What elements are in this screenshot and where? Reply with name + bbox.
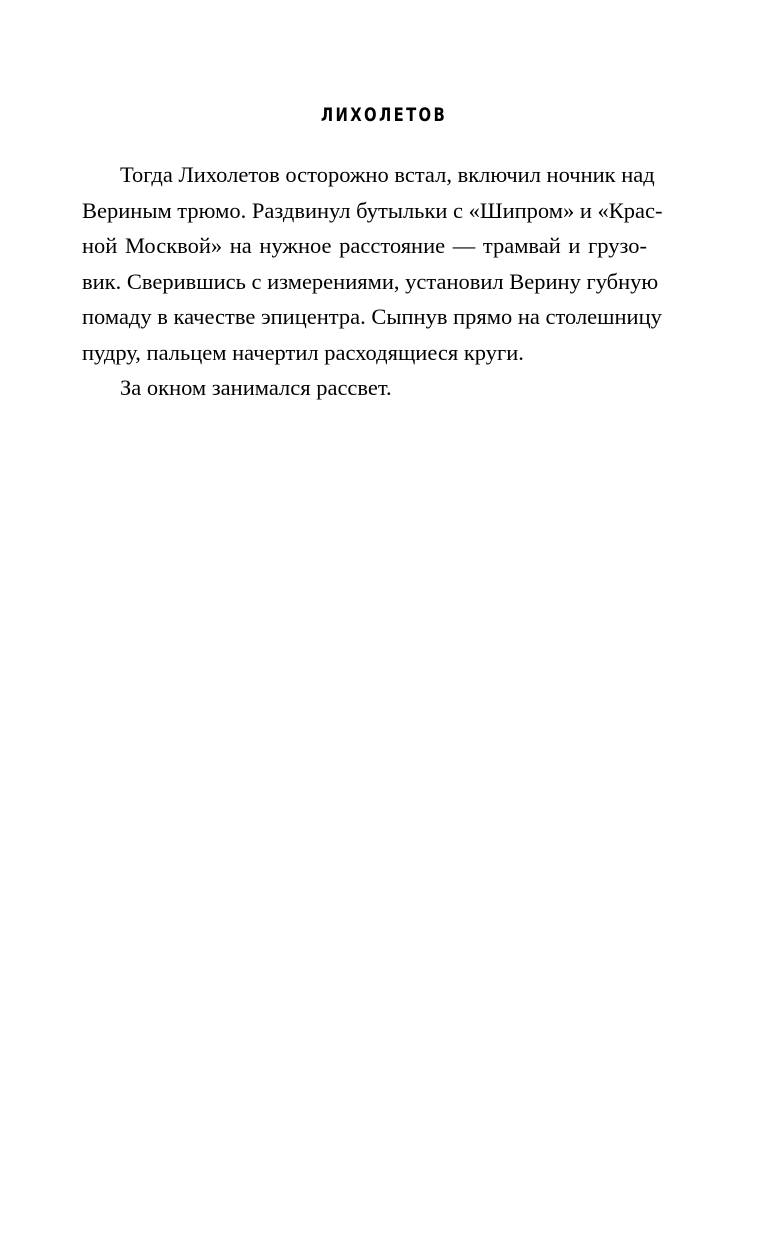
text-line: вик. Сверившись с измерениями, установил Верину губную [82, 268, 659, 294]
text-line: Вериным трюмо. Раздвинул бутыльки с «Шипром» и «Крас- [82, 197, 663, 223]
body-text [82, 157, 663, 406]
paragraph-2 [82, 370, 647, 406]
text-line: Тогда Лихолетов осторожно встал, включил ночник над [120, 162, 655, 187]
running-head: ЛИХОЛЕТОВ [320, 104, 448, 126]
text-line: пудру, пальцем начертил расходящиеся круги. [82, 339, 524, 365]
text-line: За окном занимался рассвет. [120, 375, 392, 400]
text-line: помаду в качестве эпицентра. Сыпнув прямо на столешницу [82, 304, 662, 329]
text-line: ной Москвой» на нужное расстояние — трамвай и грузо- [82, 233, 647, 258]
paragraph-1 [82, 157, 663, 370]
